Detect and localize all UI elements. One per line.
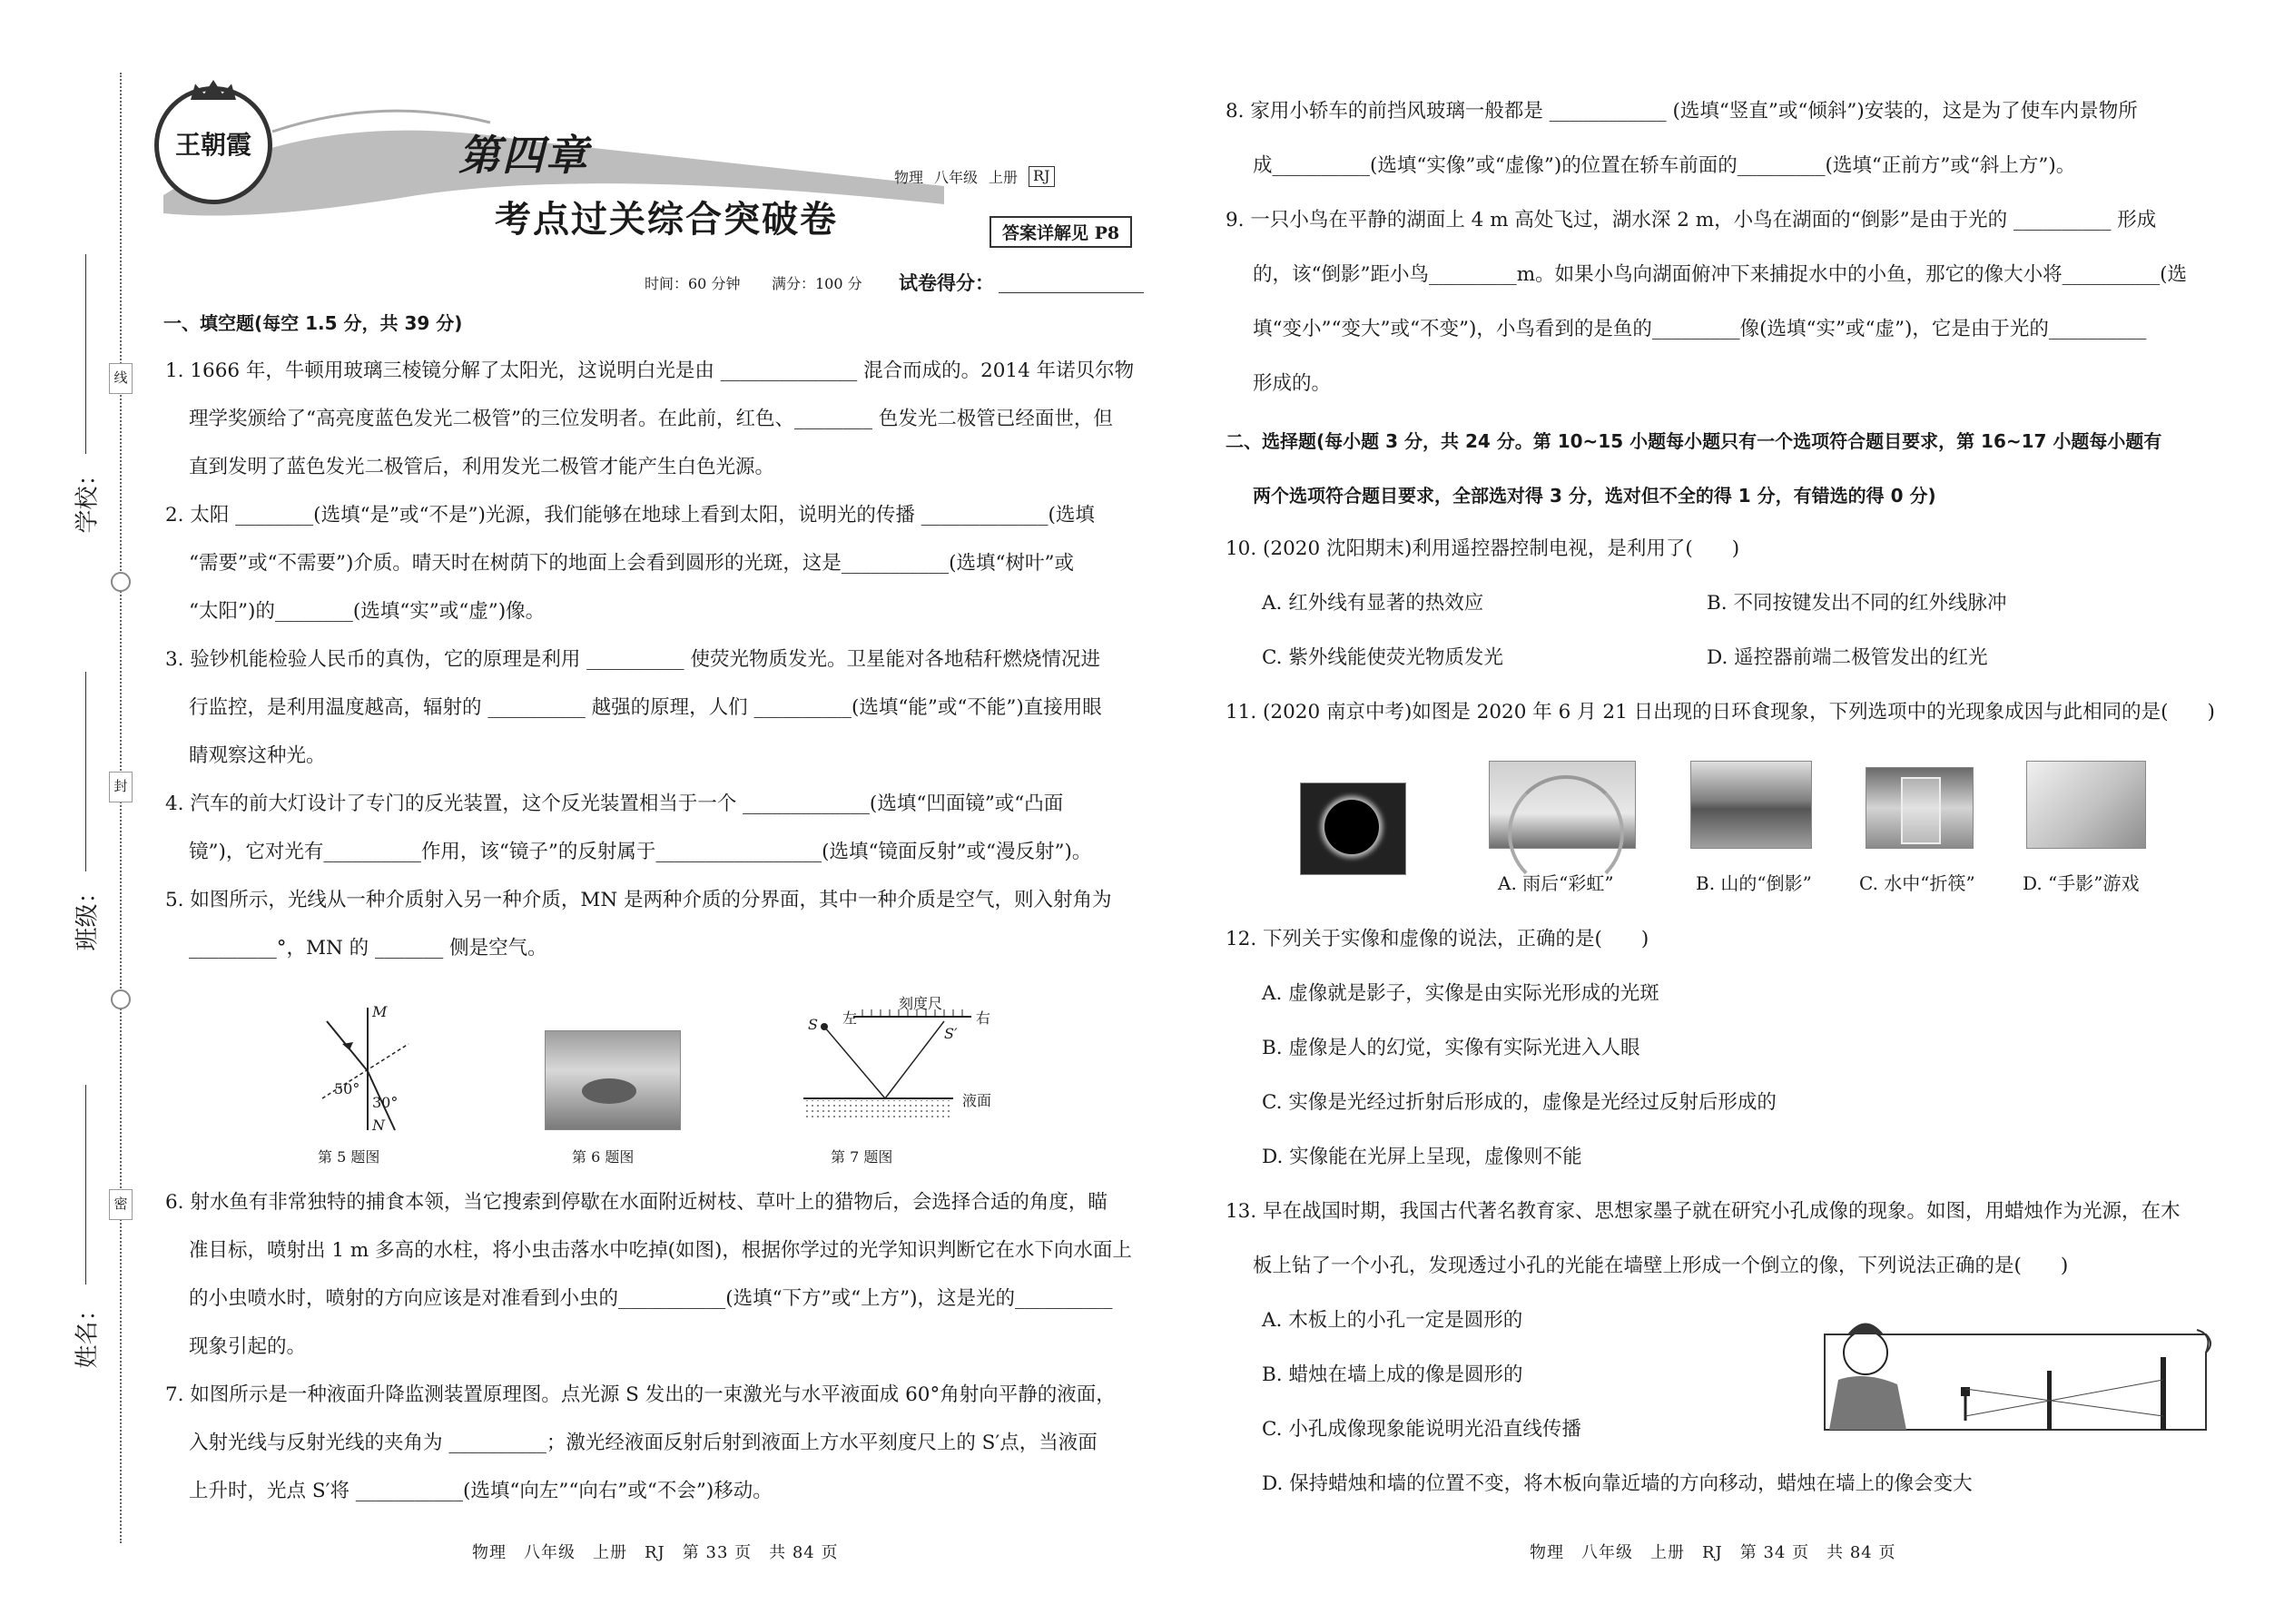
q13-pinhole-diagram [1807, 1307, 2215, 1443]
logo-crown-icon [191, 80, 236, 100]
q5-line2: _________°，MN 的 _______ 侧是空气。 [189, 937, 547, 960]
q7-line3: 上升时，光点 S′将 ___________(选填“向左”“向右”或“不会”)移动。 [189, 1480, 773, 1502]
chapter-title: 第四章 [458, 131, 589, 180]
exam-title: 考点过关综合突破卷 [495, 198, 838, 241]
glass-shape [1901, 777, 1941, 844]
class-field[interactable] [85, 672, 86, 871]
publisher-logo [154, 86, 272, 204]
header-tags [894, 166, 1055, 187]
q12-option-c[interactable]: C. 实像是光经过折射后形成的，虚像是光经过反射后形成的 [1262, 1091, 1777, 1114]
binding-hole-1 [111, 572, 131, 592]
figure-7-diagram [799, 994, 1035, 1130]
tag-subject: 物理 [894, 169, 924, 186]
q6-line4: 现象引起的。 [189, 1335, 307, 1358]
q11-option-d[interactable]: D. “手影”游戏 [2023, 872, 2140, 894]
q10-option-a[interactable]: A. 红外线有显著的热效应 [1262, 592, 1484, 615]
q1-line2: 理学奖颁给了“高亮度蓝色发光二极管”的三位发明者。在此前，红色、________ 色发光二极管已经面世，但 [189, 408, 1113, 430]
q11-option-c[interactable]: C. 水中“折筷” [1859, 872, 1975, 894]
figure-5-diagram [309, 1003, 418, 1139]
figure-7-caption: 第 7 题图 [831, 1148, 893, 1166]
fig7-liquid-label: 液面 [962, 1092, 992, 1109]
q11-option-a-rainbow-photo[interactable] [1489, 761, 1636, 849]
name-label: 姓名： [74, 1297, 102, 1369]
fig7-ruler-label: 刻度尺 [899, 995, 943, 1012]
logo-text: 王朝霞 [174, 130, 251, 160]
q11-option-c-bent-chopstick-photo[interactable] [1866, 767, 1974, 849]
binding-hole-2 [111, 989, 131, 1009]
fig7-left-label: 左 [842, 1009, 858, 1027]
q1-line3: 直到发明了蓝色发光二极管后，利用发光二极管才能产生白色光源。 [189, 456, 775, 478]
q10-option-c[interactable]: C. 紫外线能使荧光物质发光 [1262, 646, 1503, 669]
figure-5-refraction [309, 1003, 418, 1139]
section-fill-blank: 一、填空题(每空 1.5 分，共 39 分) [163, 312, 463, 334]
fig7-point-s-prime: S′ [944, 1025, 958, 1042]
q7-line2: 入射光线与反射光线的夹角为 __________；激光经液面反射后射到液面上方水平刻度尺上的 S′点，当液面 [189, 1432, 1098, 1454]
binding-dotted-line [120, 73, 122, 1543]
class-label: 班级： [74, 880, 102, 951]
q11-option-b[interactable]: B. 山的“倒影” [1696, 872, 1812, 894]
fig7-source-s: S [808, 1016, 818, 1033]
tag-volume: 上册 [989, 169, 1019, 186]
q13-pinhole-illustration [1807, 1307, 2215, 1443]
q13-stem-line1: 13. 早在战国时期，我国古代著名教育家、思想家墨子就在研究小孔成像的现象。如图，用蜡烛作为光源，在木 [1226, 1200, 2181, 1223]
q3-line2: 行监控，是利用温度越高，辐射的 __________ 越强的原理，人们 __________(选填“能”或“不能”)直接用眼 [189, 696, 1102, 719]
q2-line2: “需要”或“不需要”)介质。晴天时在树荫下的地面上会看到圆形的光斑，这是___________(选填“树叶”或 [189, 552, 1074, 575]
q3-line1: 3. 验钞机能检验人民币的真伪，它的原理是利用 __________ 使荧光物质发光。卫星能对各地秸秆燃烧情况进 [165, 648, 1101, 671]
exam-score-label: 试卷得分： [899, 272, 994, 294]
exam-time: 时间：60 分钟 [645, 275, 741, 292]
q11-solar-eclipse-photo [1300, 782, 1406, 875]
q12-option-a[interactable]: A. 虚像就是影子，实像是由实际光形成的光斑 [1262, 982, 1659, 1005]
name-field[interactable] [85, 1085, 86, 1284]
sidebar-mark-xian: 线 [109, 363, 133, 394]
q11-option-b-mountain-reflection-photo[interactable] [1690, 761, 1812, 849]
q4-line2: 镜”)，它对光有__________作用，该“镜子”的反射属于_________________(选填“镜面反射”或“漫反射”)。 [189, 841, 1092, 863]
figure-6-caption: 第 6 题图 [572, 1148, 635, 1166]
q6-line2: 准目标，喷射出 1 m 多高的水柱，将小虫击落水中吃掉(如图)，根据你学过的光学知识判断它在水下向水面上 [189, 1239, 1132, 1262]
q3-line3: 睛观察这种光。 [189, 744, 326, 767]
eclipse-ring [1324, 800, 1379, 854]
section-choice-line1: 二、选择题(每小题 3 分，共 24 分。第 10~15 小题每小题只有一个选项符合题目要求，第 16~17 小题每小题有 [1226, 430, 2162, 452]
q10-option-d[interactable]: D. 遥控器前端二极管发出的红光 [1707, 646, 1988, 669]
right-page-footer: 物理 八年级 上册 RJ 第 34 页 共 84 页 [1530, 1543, 1896, 1562]
tag-grade: 八年级 [934, 169, 979, 186]
exam-total-score: 满分：100 分 [772, 275, 862, 292]
q1-line1: 1. 1666 年，牛顿用玻璃三棱镜分解了太阳光，这说明白光是由 ______________ 混合而成的。2014 年诺贝尔物 [165, 359, 1135, 382]
q10-stem: 10. (2020 沈阳期末)利用遥控器控制电视，是利用了( ) [1226, 537, 1740, 560]
q9-line3: 填“变小”“变大”或“不变”)，小鸟看到的是鱼的_________像(选填“实”或“虚”)，它是由于光的__________ [1253, 318, 2147, 340]
figure-5-caption: 第 5 题图 [318, 1148, 380, 1166]
left-page-footer: 物理 八年级 上册 RJ 第 33 页 共 84 页 [472, 1543, 839, 1562]
q2-line3: “太阳”)的________(选填“实”或“虚”)像。 [189, 600, 546, 623]
q12-option-d[interactable]: D. 实像能在光屏上呈现，虚像则不能 [1262, 1146, 1582, 1168]
sidebar-mark-feng: 封 [109, 772, 133, 802]
q13-option-c[interactable]: C. 小孔成像现象能说明光沿直线传播 [1262, 1418, 1581, 1441]
figure-6-archerfish-photo [545, 1030, 681, 1130]
fish-shape [582, 1078, 636, 1104]
fig7-right-label: 右 [976, 1009, 991, 1027]
fig5-label-m: M [372, 1003, 388, 1020]
fig5-label-n: N [372, 1117, 385, 1134]
q9-line1: 9. 一只小鸟在平静的湖面上 4 m 高处飞过，湖水深 2 m，小鸟在湖面的“倒影”是由于光的 __________ 形成 [1226, 209, 2157, 231]
q11-option-a[interactable]: A. 雨后“彩虹” [1498, 872, 1614, 894]
q12-stem: 12. 下列关于实像和虚像的说法，正确的是( ) [1226, 928, 1649, 950]
exam-score-field[interactable] [999, 292, 1144, 293]
q6-line3: 的小虫喷水时，喷射的方向应该是对准看到小虫的___________(选填“下方”或“上方”)，这是光的__________ [189, 1287, 1113, 1310]
q12-option-b[interactable]: B. 虚像是人的幻觉，实像有实际光进入人眼 [1262, 1037, 1640, 1059]
q8-line2: 成__________(选填“实像”或“虚像”)的位置在轿车前面的_________(选填“正前方”或“斜上方”)。 [1253, 154, 2076, 177]
q13-option-a[interactable]: A. 木板上的小孔一定是圆形的 [1262, 1309, 1523, 1332]
q6-line1: 6. 射水鱼有非常独特的捕食本领，当它搜索到停歇在水面附近树枝、草叶上的猎物后，会选择合适的角度，瞄 [165, 1191, 1108, 1214]
sidebar-mark-mi: 密 [109, 1189, 133, 1220]
q13-option-d[interactable]: D. 保持蜡烛和墙的位置不变，将木板向靠近墙的方向移动，蜡烛在墙上的像会变大 [1262, 1472, 1973, 1495]
q10-option-b[interactable]: B. 不同按键发出不同的红外线脉冲 [1707, 592, 2007, 615]
q2-line1: 2. 太阳 ________(选填“是”或“不是”)光源，我们能够在地球上看到太阳，说明光的传播 _____________(选填 [165, 504, 1095, 527]
q7-line1: 7. 如图所示是一种液面升降监测装置原理图。点光源 S 发出的一束激光与水平液面成 60°角射向平静的液面， [165, 1383, 1116, 1406]
q13-option-b[interactable]: B. 蜡烛在墙上成的像是圆形的 [1262, 1363, 1523, 1386]
q5-line1: 5. 如图所示，光线从一种介质射入另一种介质，MN 是两种介质的分界面，其中一种介质是空气，则入射角为 [165, 889, 1112, 911]
q11-stem: 11. (2020 南京中考)如图是 2020 年 6 月 21 日出现的日环食现象，下列选项中的光现象成因与此相同的是( ) [1226, 701, 2215, 723]
school-field[interactable] [85, 254, 86, 454]
q8-line1: 8. 家用小轿车的前挡风玻璃一般都是 ____________ (选填“竖直”或“倾斜”)安装的，这是为了使车内景物所 [1226, 100, 2138, 123]
q9-line2: 的，该“倒影”距小鸟_________m。如果小鸟向湖面俯冲下来捕捉水中的小鱼，那它的像大小将__________(选 [1253, 263, 2188, 286]
section-choice-line2: 两个选项符合题目要求，全部选对得 3 分，选对但不全的得 1 分，有错选的得 0 分) [1253, 485, 1936, 507]
fig5-angle-50: 50° [334, 1080, 360, 1097]
q13-stem-line2: 板上钻了一个小孔，发现透过小孔的光能在墙壁上形成一个倒立的像，下列说法正确的是( ) [1253, 1255, 2069, 1277]
answer-ref-box: 答案详解见 P8 [989, 216, 1132, 248]
fig5-angle-30: 30° [372, 1094, 399, 1111]
figure-7-liquid-level [799, 994, 1035, 1130]
q11-option-d-hand-shadow-photo[interactable] [2026, 761, 2146, 849]
tag-edition: RJ [1029, 166, 1054, 187]
q4-line1: 4. 汽车的前大灯设计了专门的反光装置，这个反光装置相当于一个 _____________(选填“凹面镜”或“凸面 [165, 792, 1064, 815]
school-label: 学校： [74, 462, 102, 534]
q9-line4: 形成的。 [1253, 372, 1332, 395]
